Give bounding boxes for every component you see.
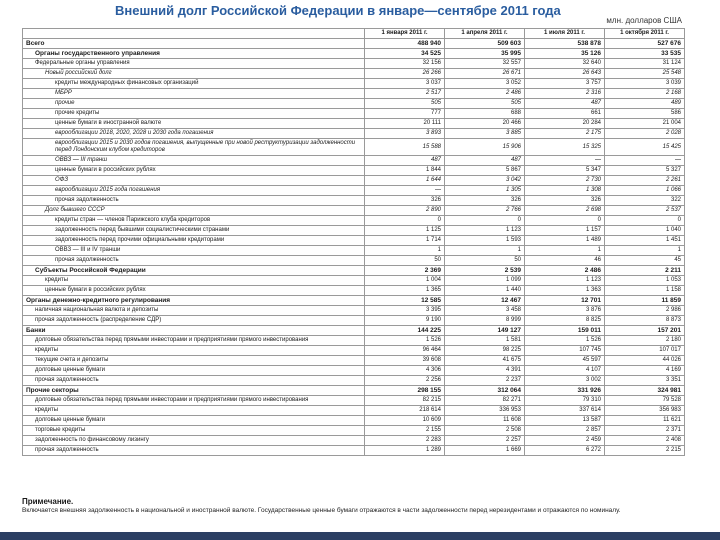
row-value: 336 953 [445,406,525,416]
row-value: 2 539 [445,266,525,276]
row-value: 50 [365,256,445,266]
row-label: Долг бывшего СССР [23,206,365,216]
row-value: 2 517 [365,89,445,99]
table-row [23,426,685,436]
row-value: 15 906 [445,139,525,156]
row-value: 98 225 [445,346,525,356]
table-row [23,326,685,336]
header-jan-2011: 1 января 2011 г. [365,29,445,39]
row-label: долговые ценные бумаги [23,366,365,376]
row-value: 2 730 [525,176,605,186]
table-row [23,69,685,79]
table-row [23,186,685,196]
row-value: 2 371 [605,426,685,436]
row-value: 487 [525,99,605,109]
table-row [23,316,685,326]
table-row [23,346,685,356]
row-value: 5 327 [605,166,685,176]
page-title: Внешний долг Российской Федерации в январе—сентябре 2011 года [115,3,561,18]
row-value: 322 [605,196,685,206]
row-value: 356 983 [605,406,685,416]
row-value: 3 042 [445,176,525,186]
row-label: Новый российский долг [23,69,365,79]
note-text: Включается внешняя задолженность в национальной и иностранной валюте. Государственные ценные бумаги отражаются в части задолженности перед нерезидентами и отражаются по номиналу. [22,507,621,514]
row-value: 1 066 [605,186,685,196]
row-value: 3 885 [445,129,525,139]
header-apr-2011: 1 апреля 2011 г. [445,29,525,39]
row-value: 487 [445,156,525,166]
row-value: 1 [525,246,605,256]
row-value: 39 608 [365,356,445,366]
row-value: 0 [605,216,685,226]
row-label: ценные бумаги в иностранной валюте [23,119,365,129]
row-value: 324 981 [605,386,685,396]
row-value: 1 004 [365,276,445,286]
table-row [23,129,685,139]
row-value: 2 155 [365,426,445,436]
row-value: 509 603 [445,39,525,49]
row-value: 12 585 [365,296,445,306]
row-value: 8 873 [605,316,685,326]
row-value: 12 467 [445,296,525,306]
row-label: Федеральные органы управления [23,59,365,69]
row-value: 45 597 [525,356,605,366]
row-label: Субъекты Российской Федерации [23,266,365,276]
row-value: 26 643 [525,69,605,79]
table-row [23,296,685,306]
table-row [23,356,685,366]
note-title: Примечание. [22,497,74,506]
row-value: 1 [605,246,685,256]
row-value: 2 256 [365,376,445,386]
row-value: — [365,186,445,196]
table-row [23,266,685,276]
table-row [23,89,685,99]
row-value: 8 825 [525,316,605,326]
row-label: МБРР [23,89,365,99]
table-row [23,396,685,406]
row-value: 312 064 [445,386,525,396]
row-value: 1 644 [365,176,445,186]
row-value: 9 190 [365,316,445,326]
row-value: — [605,156,685,166]
header-label-column [23,29,365,39]
row-value: 11 608 [445,416,525,426]
row-value: 488 940 [365,39,445,49]
table-row [23,336,685,346]
row-value: 33 535 [605,49,685,59]
row-label: долговые обязательства перед прямыми инвесторами и предприятиями прямого инвестирования [23,336,365,346]
row-value: 13 587 [525,416,605,426]
row-value: 5 347 [525,166,605,176]
table-row [23,306,685,316]
row-label: Прочие секторы [23,386,365,396]
row-value: 1 053 [605,276,685,286]
table-row [23,216,685,226]
row-label: задолженность перед бывшими социалистическими странами [23,226,365,236]
row-value: 487 [365,156,445,166]
row-value: 2 766 [445,206,525,216]
row-value: 26 266 [365,69,445,79]
table-row [23,446,685,456]
row-value: 2 168 [605,89,685,99]
row-label: текущие счета и депозиты [23,356,365,366]
row-label: прочие [23,99,365,109]
row-value: 32 640 [525,59,605,69]
row-value: 1 125 [365,226,445,236]
row-label: кредиты [23,276,365,286]
row-value: 15 325 [525,139,605,156]
row-label: ценные бумаги в российских рублях [23,166,365,176]
row-label: Органы государственного управления [23,49,365,59]
row-value: 149 127 [445,326,525,336]
row-value: 21 004 [605,119,685,129]
row-value: 3 395 [365,306,445,316]
row-value: 44 026 [605,356,685,366]
row-value: 2 237 [445,376,525,386]
row-value: 326 [365,196,445,206]
row-label: кредиты [23,406,365,416]
row-value: 1 158 [605,286,685,296]
row-value: 1 844 [365,166,445,176]
table-row [23,236,685,246]
row-value: 26 671 [445,69,525,79]
table-row [23,156,685,166]
row-value: 2 283 [365,436,445,446]
row-value: 1 308 [525,186,605,196]
row-label: задолженность по финансовому лизингу [23,436,365,446]
row-label: Органы денежно-кредитного регулирования [23,296,365,306]
row-value: 527 676 [605,39,685,49]
row-value: 144 225 [365,326,445,336]
row-value: 0 [445,216,525,226]
row-value: 8 999 [445,316,525,326]
row-value: 2 890 [365,206,445,216]
row-value: 1 305 [445,186,525,196]
row-value: 688 [445,109,525,119]
table-row [23,286,685,296]
row-value: — [525,156,605,166]
unit-label: млн. долларов США [606,16,682,25]
row-value: 31 124 [605,59,685,69]
row-value: 2 508 [445,426,525,436]
row-value: 1 123 [445,226,525,236]
row-value: 34 525 [365,49,445,59]
table-row [23,196,685,206]
row-value: 2 408 [605,436,685,446]
row-value: 2 215 [605,446,685,456]
row-value: 6 272 [525,446,605,456]
row-value: 4 391 [445,366,525,376]
table-row [23,206,685,216]
row-value: 2 175 [525,129,605,139]
row-value: 1 489 [525,236,605,246]
row-label: прочая задолженность [23,196,365,206]
row-value: 2 857 [525,426,605,436]
table-row [23,39,685,49]
row-value: 1 669 [445,446,525,456]
row-value: 3 757 [525,79,605,89]
row-value: 82 271 [445,396,525,406]
row-label: прочая задолженность [23,256,365,266]
table-row [23,109,685,119]
row-value: 1 365 [365,286,445,296]
row-value: 2 986 [605,306,685,316]
table-row [23,376,685,386]
row-label: еврооблигации 2015 и 2030 годов погашения, выпущенные при новой реструктуризации задолженности перед Лондонским клубом кредиторов [23,139,365,156]
row-value: 1 714 [365,236,445,246]
row-value: 1 123 [525,276,605,286]
row-value: 79 528 [605,396,685,406]
row-value: 15 425 [605,139,685,156]
footer-bar [0,532,720,540]
row-label: Всего [23,39,365,49]
table-row [23,79,685,89]
row-value: 157 201 [605,326,685,336]
row-value: 2 537 [605,206,685,216]
table-row [23,166,685,176]
row-value: 50 [445,256,525,266]
row-value: 3 002 [525,376,605,386]
row-label: задолженность перед прочими официальными кредиторами [23,236,365,246]
row-value: 2 211 [605,266,685,276]
row-label: наличная национальная валюта и депозиты [23,306,365,316]
row-value: 79 310 [525,396,605,406]
row-value: 1 157 [525,226,605,236]
row-value: 2 486 [445,89,525,99]
row-value: 35 995 [445,49,525,59]
row-value: 2 486 [525,266,605,276]
row-value: 10 609 [365,416,445,426]
row-value: 2 698 [525,206,605,216]
row-value: 20 466 [445,119,525,129]
row-label: ОВВЗ — III и IV транши [23,246,365,256]
row-value: 326 [525,196,605,206]
row-value: 45 [605,256,685,266]
table-row [23,276,685,286]
external-debt-table [22,28,685,456]
row-value: 159 011 [525,326,605,336]
row-label: долговые обязательства перед прямыми инвесторами и предприятиями прямого инвестирования [23,396,365,406]
row-value: 586 [605,109,685,119]
row-label: еврооблигации 2018, 2020, 2028 и 2030 года погашения [23,129,365,139]
table-row [23,49,685,59]
row-value: 3 037 [365,79,445,89]
row-value: 777 [365,109,445,119]
row-value: 0 [365,216,445,226]
row-label: кредиты стран — членов Парижского клуба кредиторов [23,216,365,226]
table-row [23,406,685,416]
row-value: 35 126 [525,49,605,59]
row-value: 331 926 [525,386,605,396]
row-value: 1 [365,246,445,256]
table-row [23,256,685,266]
row-value: 326 [445,196,525,206]
row-value: 505 [445,99,525,109]
row-value: 1 593 [445,236,525,246]
row-value: 20 284 [525,119,605,129]
row-value: 3 039 [605,79,685,89]
table-row [23,436,685,446]
row-label: еврооблигации 2015 года погашения [23,186,365,196]
table-row [23,386,685,396]
row-value: 2 316 [525,89,605,99]
row-value: 1 289 [365,446,445,456]
row-label: долговые ценные бумаги [23,416,365,426]
row-label: ОВВЗ — III транш [23,156,365,166]
row-value: 32 156 [365,59,445,69]
row-value: 1 040 [605,226,685,236]
row-value: 1 440 [445,286,525,296]
table-row [23,226,685,236]
row-value: 25 548 [605,69,685,79]
row-value: 0 [525,216,605,226]
row-value: 1 [445,246,525,256]
row-value: 5 867 [445,166,525,176]
header-jul-2011: 1 июля 2011 г. [525,29,605,39]
row-value: 1 451 [605,236,685,246]
row-value: 2 257 [445,436,525,446]
row-label: прочие кредиты [23,109,365,119]
row-value: 107 745 [525,346,605,356]
row-value: 2 261 [605,176,685,186]
row-value: 337 614 [525,406,605,416]
row-value: 3 351 [605,376,685,386]
row-value: 15 588 [365,139,445,156]
row-value: 12 701 [525,296,605,306]
table-row [23,246,685,256]
row-value: 538 878 [525,39,605,49]
row-value: 218 614 [365,406,445,416]
table-row [23,366,685,376]
row-value: 3 893 [365,129,445,139]
row-value: 2 459 [525,436,605,446]
row-value: 32 557 [445,59,525,69]
row-value: 1 526 [525,336,605,346]
row-value: 4 306 [365,366,445,376]
table-row [23,416,685,426]
table-row [23,119,685,129]
row-value: 11 859 [605,296,685,306]
row-value: 298 155 [365,386,445,396]
row-value: 1 581 [445,336,525,346]
table-row [23,99,685,109]
row-label: ОФЗ [23,176,365,186]
row-value: 661 [525,109,605,119]
row-label: кредиты [23,346,365,356]
row-value: 46 [525,256,605,266]
row-value: 1 099 [445,276,525,286]
table-header-row [23,29,685,39]
row-label: прочая задолженность [23,376,365,386]
row-value: 107 017 [605,346,685,356]
row-label: Банки [23,326,365,336]
table-row [23,59,685,69]
row-value: 3 052 [445,79,525,89]
row-value: 3 876 [525,306,605,316]
row-value: 4 107 [525,366,605,376]
table-row [23,139,685,156]
row-value: 96 464 [365,346,445,356]
row-value: 2 028 [605,129,685,139]
row-value: 4 169 [605,366,685,376]
header-oct-2011: 1 октября 2011 г. [605,29,685,39]
row-value: 20 111 [365,119,445,129]
row-label: прочая задолженность (распределение СДР) [23,316,365,326]
row-value: 41 675 [445,356,525,366]
row-value: 489 [605,99,685,109]
row-label: торговые кредиты [23,426,365,436]
row-value: 2 180 [605,336,685,346]
row-value: 82 215 [365,396,445,406]
row-label: ценные бумаги в российских рублях [23,286,365,296]
row-label: прочая задолженность [23,446,365,456]
row-value: 3 458 [445,306,525,316]
row-value: 1 526 [365,336,445,346]
row-label: кредиты международных финансовых организаций [23,79,365,89]
table-row [23,176,685,186]
row-value: 1 363 [525,286,605,296]
row-value: 11 621 [605,416,685,426]
row-value: 505 [365,99,445,109]
row-value: 2 369 [365,266,445,276]
